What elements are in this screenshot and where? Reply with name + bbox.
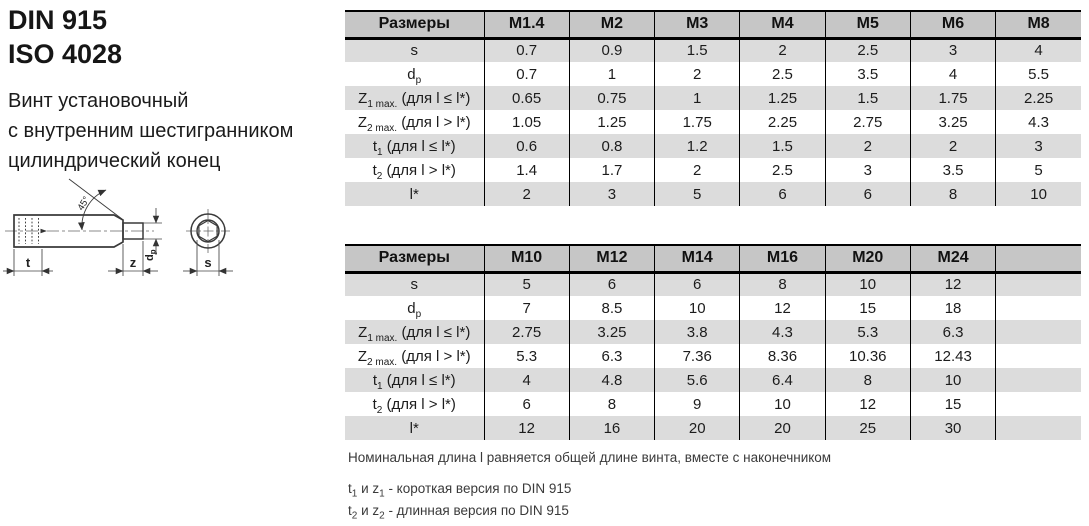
standards-title [8,3,122,71]
standard-din: DIN 915 [8,5,108,35]
note-short-version: $t_1$ и $z_1$ - короткая версия по DIN 915 [348,481,572,500]
dimension-value: 2.5 [740,62,825,86]
row-label: $d_p$ [345,62,484,86]
row-label: $Z_{2 max.}$ (для l > l*) [345,344,484,368]
size-column-m16: M16 [740,245,825,272]
dimension-value: 2 [655,62,740,86]
dimension-value: 8.36 [740,344,825,368]
technical-drawing [2,168,252,298]
row-label: $Z_{2 max.}$ (для l > l*) [345,110,484,134]
dimension-value: 2 [484,182,569,206]
dimension-value: 2.25 [740,110,825,134]
dimension-value: 18 [910,296,995,320]
dimension-value: 6 [569,272,654,296]
dimension-value [996,320,1081,344]
dimension-value: 2.75 [484,320,569,344]
dimension-value: 2.25 [996,86,1081,110]
dimension-value: 2.5 [825,38,910,62]
dimension-value: 3.25 [569,320,654,344]
dimension-value: 1.25 [569,110,654,134]
dimension-value: 1 [569,62,654,86]
row-label: l* [345,416,484,440]
note-nominal-length: Номинальная длина l равняется общей длине винта, вместе с наконечником [348,450,832,465]
dimension-value: 4.8 [569,368,654,392]
table-row [345,416,1081,440]
dimension-value: 5.3 [484,344,569,368]
dimension-value: 8 [740,272,825,296]
dimension-value: 5 [655,182,740,206]
dimension-value: 3 [996,134,1081,158]
dimension-value: 0.65 [484,86,569,110]
dimension-value: 3 [910,38,995,62]
dimension-value: 12 [740,296,825,320]
point-diameter-sub: p [148,249,158,255]
dimension-value: 12 [825,392,910,416]
dimension-value [996,416,1081,440]
table-row [345,272,1081,296]
dimension-value: 3.5 [825,62,910,86]
size-column-m1.4: M1.4 [484,11,569,38]
dimension-value: 5.5 [996,62,1081,86]
table-row [345,368,1081,392]
dimension-value: 4 [910,62,995,86]
dimension-value: 8 [825,368,910,392]
dimension-value: 9 [655,392,740,416]
dimension-value: 7.36 [655,344,740,368]
table-row [345,158,1081,182]
dimension-value: 3.8 [655,320,740,344]
dimension-value: 5.3 [825,320,910,344]
size-column-m2: M2 [569,11,654,38]
dimension-value: 0.75 [569,86,654,110]
dimension-value: 10 [740,392,825,416]
row-label: $Z_{1 max.}$ (для l ≤ l*) [345,320,484,344]
dimension-value: 4.3 [996,110,1081,134]
dimension-value: 2 [825,134,910,158]
dimension-value: 10 [825,272,910,296]
size-column-m12: M12 [569,245,654,272]
dimension-value: 1.5 [740,134,825,158]
dimension-value: 1 [655,86,740,110]
size-column-m10: M10 [484,245,569,272]
dimension-value: 1.25 [740,86,825,110]
hex-width-label: s [204,255,212,270]
dimension-value: 2 [740,38,825,62]
dimension-value: 20 [655,416,740,440]
dimension-value: 1.05 [484,110,569,134]
dimension-value: 1.5 [825,86,910,110]
size-column-m8: M8 [996,11,1081,38]
dimension-value [996,272,1081,296]
dimension-value: 1.75 [910,86,995,110]
dimension-value: 4.3 [740,320,825,344]
dimension-value: 10 [655,296,740,320]
point-diameter-base: d [144,254,156,261]
dimension-value: 15 [910,392,995,416]
size-column-m20: M20 [825,245,910,272]
dimension-value: 3.5 [910,158,995,182]
dimension-value [996,344,1081,368]
dimension-value: 5.6 [655,368,740,392]
dimension-value: 2 [655,158,740,182]
dimension-value: 1.75 [655,110,740,134]
dimension-value: 3 [569,182,654,206]
dimension-value: 0.7 [484,62,569,86]
dimension-value: 3.25 [910,110,995,134]
dimension-value: 6 [740,182,825,206]
size-column-m14: M14 [655,245,740,272]
socket-depth-arrow [41,229,48,233]
size-column-empty [996,245,1081,272]
dimension-value: 12.43 [910,344,995,368]
table-row [345,320,1081,344]
row-label: $d_p$ [345,296,484,320]
table-row [345,182,1081,206]
row-label: $t_2$ (для l > l*) [345,158,484,182]
row-label: s [345,272,484,296]
dimension-value: 7 [484,296,569,320]
dimension-value: 6 [655,272,740,296]
table-row [345,86,1081,110]
size-column-m3: M3 [655,11,740,38]
dimension-value [996,296,1081,320]
description-line-3: цилиндрический конец [8,150,221,172]
size-column-m5: M5 [825,11,910,38]
dimension-value: 10 [996,182,1081,206]
dimension-value: 25 [825,416,910,440]
dimension-value: 16 [569,416,654,440]
table-header-row [345,11,1081,38]
dimension-value: 8 [910,182,995,206]
dimension-value [996,368,1081,392]
dimension-value: 8 [569,392,654,416]
dimension-value: 1.2 [655,134,740,158]
dimension-value: 5 [996,158,1081,182]
dimension-value: 20 [740,416,825,440]
row-label: $t_2$ (для l > l*) [345,392,484,416]
table-header-label: Размеры [345,245,484,272]
size-column-m4: M4 [740,11,825,38]
dimension-value: 0.6 [484,134,569,158]
note-long-version: $t_2$ и $z_2$ - длинная версия по DIN 915 [348,503,569,522]
row-label: $t_1$ (для l ≤ l*) [345,134,484,158]
table-header-row [345,245,1081,272]
dimension-value: 3 [825,158,910,182]
screw-side-view [5,179,154,247]
size-column-m6: M6 [910,11,995,38]
dimension-value: 4 [996,38,1081,62]
dimension-value: 5 [484,272,569,296]
screw-end-view [186,209,230,253]
dimensions-table-m10-m24 [345,244,1081,440]
dimension-dp [143,208,162,255]
dimension-value [996,392,1081,416]
table-row [345,296,1081,320]
angle-label: 45° [75,194,93,213]
point-diameter-label [144,249,158,261]
chamfer-leader-line [69,179,122,219]
dimension-value: 1.5 [655,38,740,62]
dimension-value: 8.5 [569,296,654,320]
description-line-2: с внутренним шестигранником [8,120,294,142]
dimension-value: 2.5 [740,158,825,182]
table-row [345,62,1081,86]
dimension-value: 2 [910,134,995,158]
dimension-value: 15 [825,296,910,320]
dimension-value: 6 [484,392,569,416]
dimension-value: 10 [910,368,995,392]
description-line-1: Винт установочный [8,90,189,112]
socket-depth-label: t [25,255,31,270]
dimension-value: 12 [910,272,995,296]
dimension-value: 6.3 [569,344,654,368]
dimension-value: 0.7 [484,38,569,62]
dimensions-table-m1.4-m8 [345,10,1081,206]
standard-iso: ISO 4028 [8,39,123,69]
table-row [345,38,1081,62]
dimension-value: 0.8 [569,134,654,158]
dimension-value: 10.36 [825,344,910,368]
dimension-value: 1.4 [484,158,569,182]
dimension-value: 30 [910,416,995,440]
row-label: $t_1$ (для l ≤ l*) [345,368,484,392]
table-row [345,134,1081,158]
dimension-value: 6.3 [910,320,995,344]
table-row [345,110,1081,134]
dimension-value: 4 [484,368,569,392]
dimension-value: 1.7 [569,158,654,182]
row-label: l* [345,182,484,206]
product-description [8,86,293,176]
table-row [345,344,1081,368]
row-label: $Z_{1 max.}$ (для l ≤ l*) [345,86,484,110]
table-row [345,392,1081,416]
dimension-value: 6.4 [740,368,825,392]
dimension-value: 2.75 [825,110,910,134]
table-header-label: Размеры [345,11,484,38]
point-length-label: z [129,255,137,270]
row-label: s [345,38,484,62]
dimension-value: 0.9 [569,38,654,62]
dimension-value: 12 [484,416,569,440]
dimension-value: 6 [825,182,910,206]
size-column-m24: M24 [910,245,995,272]
